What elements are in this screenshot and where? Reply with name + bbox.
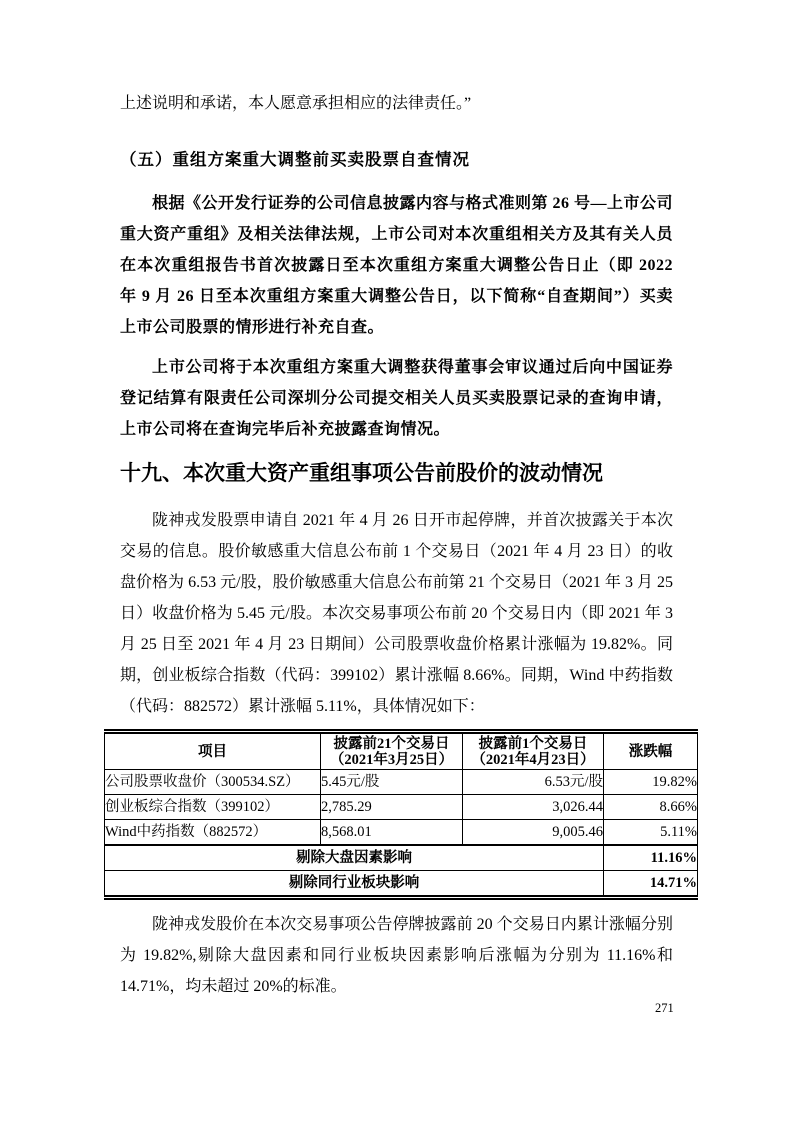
cell-price-before-21: 5.45元/股 xyxy=(321,770,463,795)
table-row-company-stock xyxy=(105,770,698,795)
section-5-paragraph-1: 根据《公开发行证券的公司信息披露内容与格式准则第 26 号—上市公司重大资产重组》及相关法律法规，上市公司对本次重组相关方及其有关人员在本次重组报告书首次披露日至本次重组方案重大调整公告日止（即 2022 年 9 月 26 日至本次重组方案重大调整公告日，以下简称“自查期间”）买卖上市公司股票的情形进行补充自查。 xyxy=(120,195,674,336)
cell-item-name: 公司股票收盘价（300534.SZ） xyxy=(105,770,321,795)
section-19-paragraph-1: 陇神戎发股票申请自 2021 年 4 月 26 日开市起停牌，并首次披露关于本次交易的信息。股价敏感重大信息公布前 1 个交易日（2021 年 4 月 23 日）的收盘价格为 6.53 元/股，股价敏感重大信息公布前第 21 个交易日（2021 年 3 月 25 日）收盘价格为 5.45 元/股。本次交易事项公布前 20 个交易日内（即 2021 年 3 月 25 日至 2021 年 4 月 23 日期间）公司股票收盘价格累计涨幅为 19.82%。同期，创业板综合指数（代码：399102）累计涨幅 8.66%。同期，Wind 中药指数（代码：882572）累计涨幅 5.11%，具体情况如下： xyxy=(120,512,673,715)
cell-price-before-1: 3,026.44 xyxy=(463,795,604,820)
table-row-wind-tcm-index xyxy=(105,820,698,846)
header-21-days-line1: 披露前21个交易日 xyxy=(333,735,450,752)
cell-price-before-21: 8,568.01 xyxy=(321,820,463,846)
header-21-days-line2: （2021年3月25日） xyxy=(329,751,454,768)
header-change-pct: 涨跌幅 xyxy=(604,732,698,770)
section-5-heading: （五）重组方案重大调整前买卖股票自查情况 xyxy=(120,150,470,169)
header-item: 项目 xyxy=(105,732,321,770)
section-5-paragraph-2: 上市公司将于本次重组方案重大调整获得董事会审议通过后向中国证券登记结算有限责任公司深圳分公司提交相关人员买卖股票记录的查询申请，上市公司将在查询完毕后补充披露查询情况。 xyxy=(120,359,673,438)
cell-price-before-21: 2,785.29 xyxy=(321,795,463,820)
header-21-days-before xyxy=(321,732,463,770)
cell-change-pct: 8.66% xyxy=(604,795,698,820)
cell-change-pct: 5.11% xyxy=(604,820,698,846)
page-content xyxy=(0,88,793,1002)
cell-summary-value: 14.71% xyxy=(604,871,698,898)
header-1-day-line2: （2021年4月23日） xyxy=(471,751,595,768)
table-row-excl-sector-factor xyxy=(105,871,698,898)
header-1-day-line1: 披露前1个交易日 xyxy=(478,735,588,752)
section-19-heading: 十九、本次重大资产重组事项公告前股价的波动情况 xyxy=(120,462,603,485)
table-row-excl-market-factor xyxy=(105,845,698,871)
page-number: 271 xyxy=(655,1001,674,1015)
price-fluctuation-table xyxy=(104,729,698,900)
cell-change-pct: 19.82% xyxy=(604,770,698,795)
cell-summary-label: 剔除同行业板块影响 xyxy=(105,871,604,898)
cell-price-before-1: 6.53元/股 xyxy=(463,770,604,795)
cell-price-before-1: 9,005.46 xyxy=(463,820,604,846)
continuation-paragraph: 上述说明和承诺，本人愿意承担相应的法律责任。” xyxy=(120,95,472,112)
section-19-paragraph-2: 陇神戎发股价在本次交易事项公告停牌披露前 20 个交易日内累计涨幅分别为 19.82%,剔除大盘因素和同行业板块因素影响后涨幅为分别为 11.16%和 14.71%，均未超过 20%的标准。 xyxy=(120,916,673,995)
header-1-day-before xyxy=(463,732,604,770)
table-row-chinext-index xyxy=(105,795,698,820)
cell-item-name: 创业板综合指数（399102） xyxy=(105,795,321,820)
table-header-row xyxy=(105,732,698,770)
cell-summary-value: 11.16% xyxy=(604,845,698,871)
cell-item-name: Wind中药指数（882572） xyxy=(105,820,321,846)
cell-summary-label: 剔除大盘因素影响 xyxy=(105,845,604,871)
